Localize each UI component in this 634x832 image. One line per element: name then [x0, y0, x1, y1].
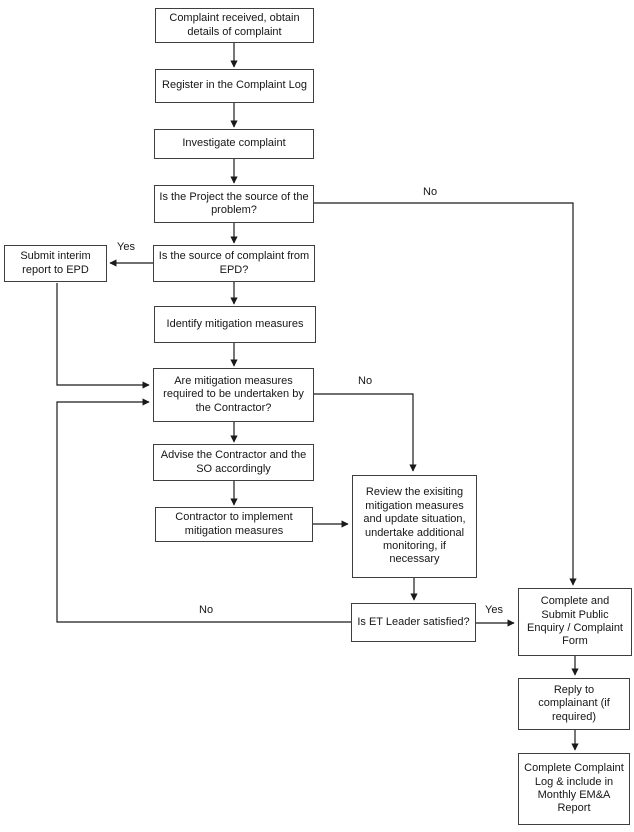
label-project-no: No — [423, 186, 438, 198]
node-advise-contractor: Advise the Contractor and the SO accordingly — [153, 444, 314, 481]
node-mitigation-required: Are mitigation measures required to be undertaken by the Contractor? — [153, 368, 314, 422]
node-review-measures: Review the exisiting mitigation measures and update situation, undertake additional monitoring, if necessary — [352, 475, 477, 578]
edge-interim-mitigation — [57, 283, 149, 385]
node-contractor-implement: Contractor to implement mitigation measures — [155, 507, 313, 542]
label-et-no: No — [199, 604, 214, 616]
node-investigate: Investigate complaint — [154, 129, 314, 159]
node-complete-log: Complete Complaint Log & include in Monthly EM&A Report — [518, 753, 630, 825]
label-mitigation-no: No — [358, 375, 373, 387]
node-epd-source: Is the source of complaint from EPD? — [153, 245, 315, 282]
edge-mitigation-no-review — [314, 394, 413, 471]
node-reply-complainant: Reply to complainant (if required) — [518, 678, 630, 730]
label-epd-yes: Yes — [117, 241, 135, 253]
node-et-satisfied: Is ET Leader satisfied? — [351, 603, 476, 642]
node-complaint-received: Complaint received, obtain details of complaint — [155, 8, 314, 43]
node-project-source: Is the Project the source of the problem? — [154, 185, 314, 223]
label-et-yes: Yes — [485, 604, 503, 616]
node-interim-report: Submit interim report to EPD — [4, 245, 107, 282]
node-identify-mitigation: Identify mitigation measures — [154, 306, 316, 343]
node-register-log: Register in the Complaint Log — [155, 69, 314, 103]
node-public-enquiry-form: Complete and Submit Public Enquiry / Complaint Form — [518, 588, 632, 656]
